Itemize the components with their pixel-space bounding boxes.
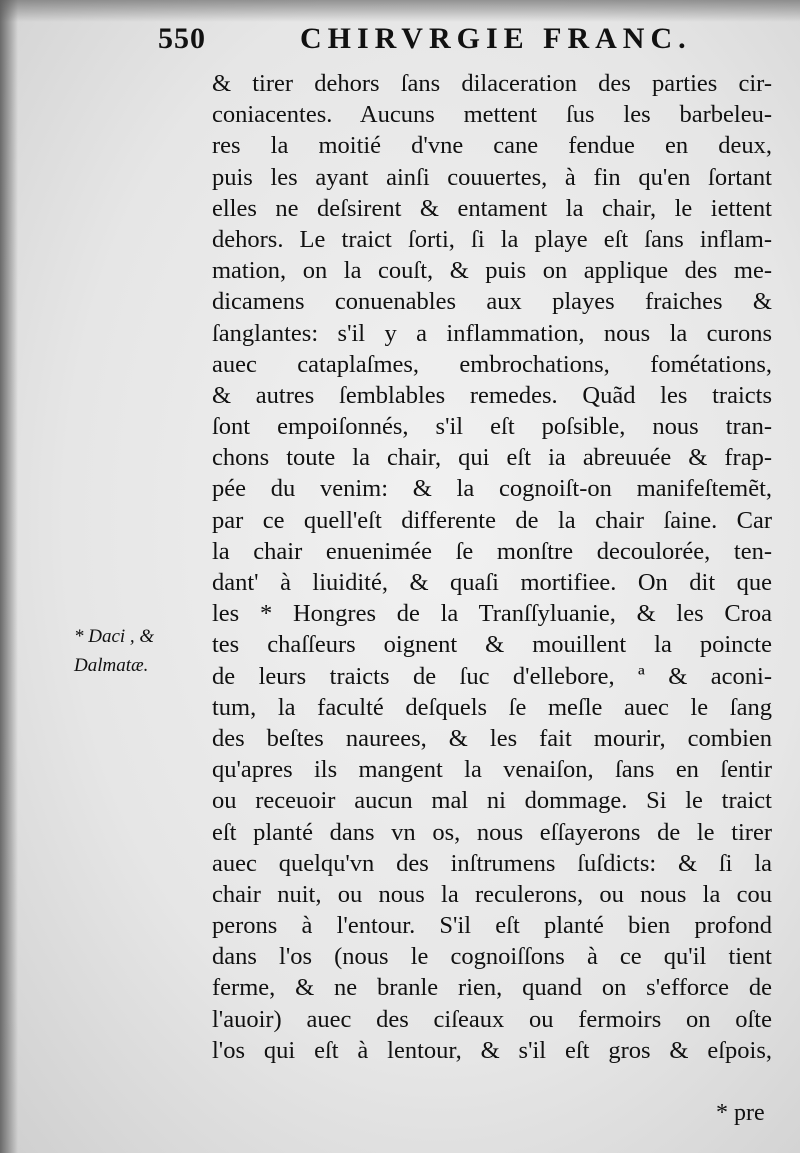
text-line: dicamens conuenables aux playes fraiches & [212,288,772,316]
text-line: coniacentes. Aucuns mettent ſus les barbeleu- [212,101,772,129]
text-line: auec quelqu'vn des inſtrumens ſuſdicts: & ſi la [212,849,772,877]
text-line: puis les ayant ainſi couuertes, à fin qu'en ſortant [212,163,772,191]
text-line: ou receuoir aucun mal ni dommage. Si le traict [212,787,772,815]
text-line: perons à l'entour. S'il eſt planté bien profond [212,912,772,940]
text-line: & autres ſemblables remedes. Quãd les traicts [212,381,772,409]
text-line: ſont empoiſonnés, s'il eſt poſsible, nous tran- [212,413,772,441]
text-line: de leurs traicts de ſuc d'ellebore, ª & aconi- [212,662,772,690]
text-line: chair nuit, ou nous la reculerons, ou nous la cou [212,880,772,908]
text-line: tum, la faculté deſquels ſe meſle auec le ſang [212,693,772,721]
text-line: tes chaſſeurs oignent & mouillent la poincte [212,631,772,659]
text-line: la chair enuenimée ſe monſtre decoulorée, ten- [212,537,772,565]
text-line: res la moitié d'vne cane fendue en deux, [212,132,772,160]
body-text [212,68,772,1066]
text-line: pée du venim: & la cognoiſt-on manifeſtemẽt, [212,475,772,503]
gutter-shadow [0,0,18,1153]
text-line: dant' à liuidité, & quaſi mortifiee. On dit que [212,569,772,596]
text-line: elles ne deſsirent & entament la chair, le iettent [212,194,772,222]
text-line: dehors. Le traict ſorti, ſi la playe eſt ſans inflam- [212,225,772,253]
text-line: l'os qui eſt à lentour, & s'il eſt gros & eſpois, [212,1036,772,1064]
text-line: par ce quell'eſt differente de la chair ſaine. Car [212,506,772,534]
page-number: 550 [158,22,206,55]
marginal-note [74,622,206,680]
text-line: ferme, & ne branle rien, quand on s'efforce de [212,974,772,1002]
marginal-note-line: * Daci , & [74,626,155,647]
text-line: qu'apres ils mangent la venaiſon, ſans en ſentir [212,756,772,784]
text-line: & tirer dehors ſans dilaceration des parties cir- [212,70,772,97]
top-edge-shadow [0,0,800,22]
text-line: les * Hongres de la Tranſſyluanie, & les Croa [212,600,772,628]
marginal-note-line: Dalmatæ. [74,655,149,676]
text-line: mation, on la couſt, & puis on applique des me- [212,257,772,285]
catchword: * pre [716,1100,765,1126]
text-line: des beſtes naurees, & les fait mourir, combien [212,724,772,752]
text-line: chons toute la chair, qui eſt ia abreuuée & frap- [212,444,772,472]
text-line: auec cataplaſmes, embrochations, fométations, [212,350,772,378]
text-line: eſt planté dans vn os, nous eſſayerons de le tirer [212,818,772,846]
text-line: dans l'os (nous le cognoiſſons à ce qu'il tient [212,943,772,971]
running-head: CHIRVRGIE FRANC. [300,22,692,55]
text-line: l'auoir) auec des ciſeaux ou fermoirs on oſte [212,1005,772,1033]
text-line: ſanglantes: s'il y a inflammation, nous la curons [212,319,772,347]
